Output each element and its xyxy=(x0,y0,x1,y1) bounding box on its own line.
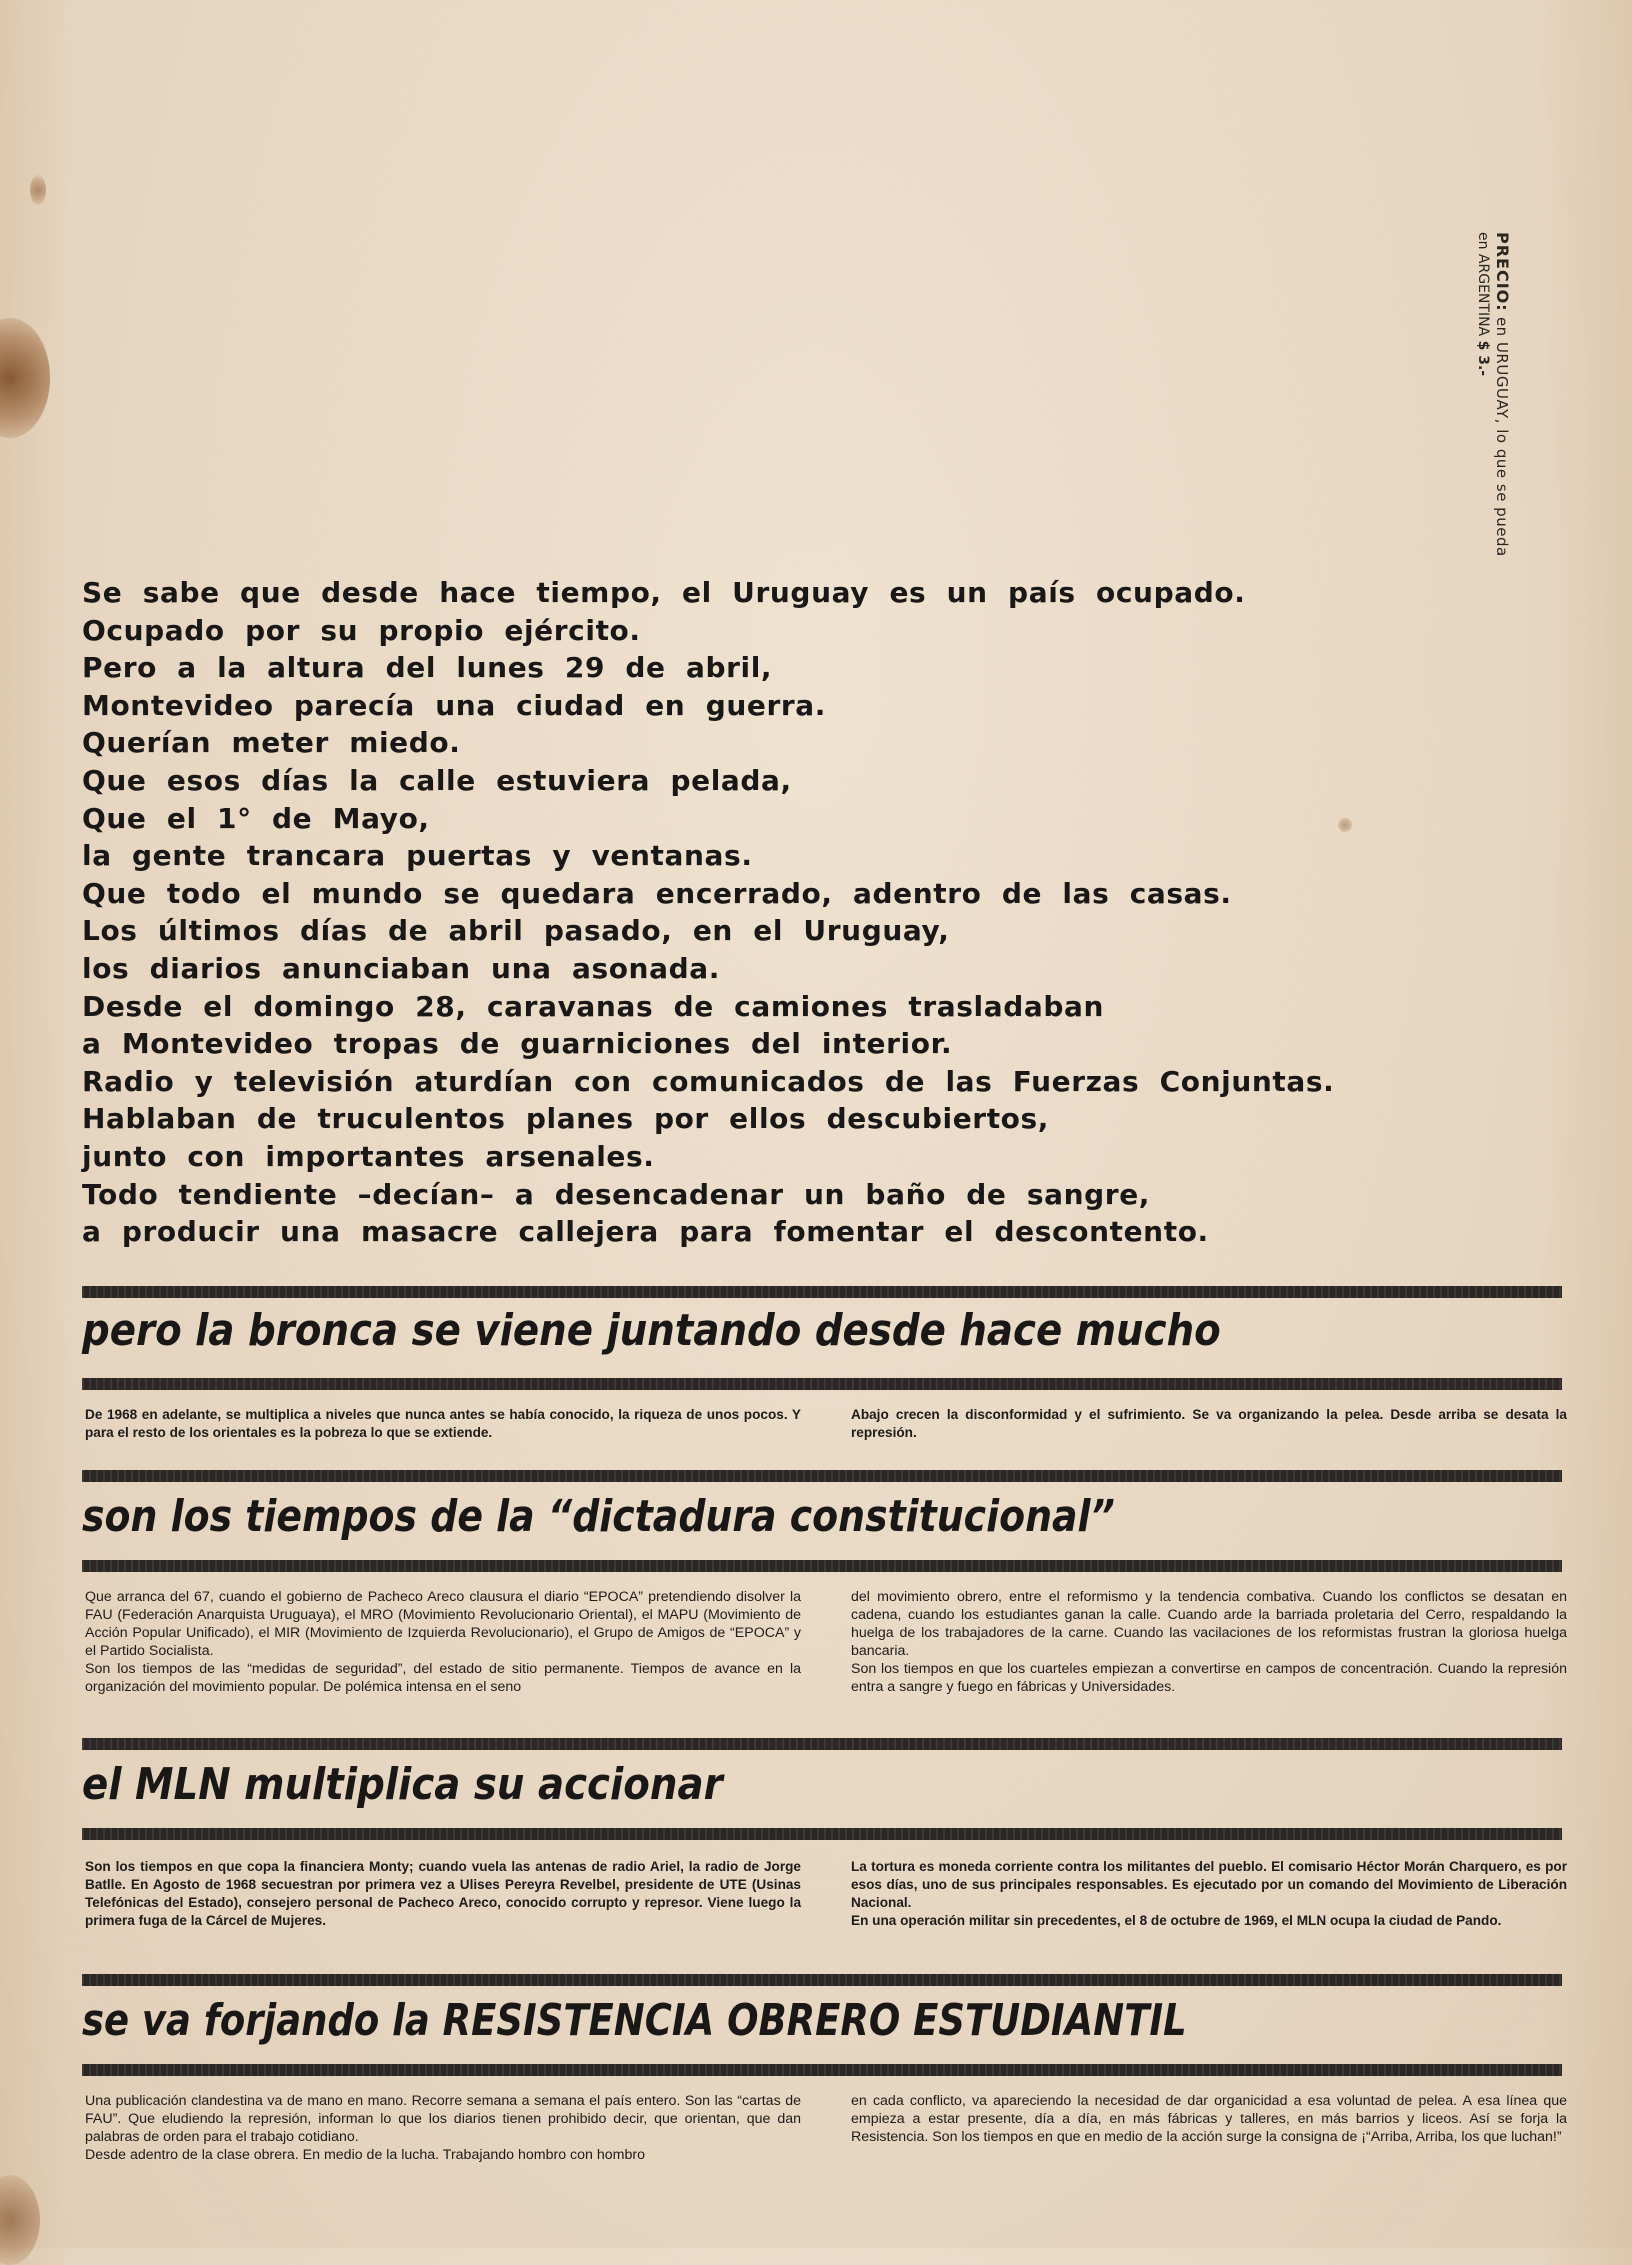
price-uruguay-line xyxy=(1492,232,1512,562)
intro-line: Que todo el mundo se quedara encerrado, adentro de las casas. xyxy=(82,876,1232,910)
section-heading: el MLN multiplica su accionar xyxy=(82,1759,723,1810)
paragraph: Son los tiempos en que los cuarteles empiezan a convertirse en campos de concentración. Cuando la represión entra a sangre y fuego en fábricas y Universidades. xyxy=(851,1661,1567,1695)
intro-line: Desde el domingo 28, caravanas de camiones trasladaban xyxy=(82,989,1105,1023)
section-rule-bottom xyxy=(82,1828,1562,1840)
intro-line: Hablaban de truculentos planes por ellos descubiertos, xyxy=(82,1102,1050,1136)
section-rule-bottom xyxy=(82,2064,1562,2076)
paragraph: La tortura es moneda corriente contra los militantes del pueblo. El comisario Héctor Morán Charquero, es por esos días, uno de sus principales responsables. Es ejecutado por un comando del Movimiento de Liberación Nacional. xyxy=(851,1859,1567,1910)
section-rule-top xyxy=(82,1738,1562,1750)
intro-line: Todo tendiente –decían– a desencadenar un baño de sangre, xyxy=(82,1177,1151,1211)
intro-line: Que esos días la calle estuviera pelada, xyxy=(82,763,792,797)
section-heading: pero la bronca se viene juntando desde hace mucho xyxy=(82,1305,1221,1356)
paragraph: Son los tiempos de las “medidas de seguridad”, del estado de sitio permanente. Tiempos de avance en la organización del movimiento popular. De polémica intensa en el seno xyxy=(85,1661,801,1695)
section-heading: se va forjando la RESISTENCIA OBRERO ESTUDIANTIL xyxy=(82,1995,1187,2046)
paragraph: Abajo crecen la disconformidad y el sufrimiento. Se va organizando la pelea. Desde arriba se desata la represión. xyxy=(851,1407,1567,1440)
intro-line: Se sabe que desde hace tiempo, el Uruguay es un país ocupado. xyxy=(82,576,1246,609)
section-rule-bottom xyxy=(82,1560,1562,1572)
price-uruguay: en URUGUAY, lo que se pueda xyxy=(1493,316,1511,557)
intro-line: Querían meter miedo. xyxy=(82,726,461,760)
intro-line: Radio y televisión aturdían con comunicados de las Fuerzas Conjuntas. xyxy=(82,1064,1335,1098)
paragraph: en cada conflicto, va apareciendo la necesidad de dar organicidad a esa voluntad de pelea. A esa línea que empieza a estar presente, día a día, en más fábricas y talleres, en más barrios y liceos. Así se forja la Resistencia. Son los tiempos en que en medio de la acción surge la consigna de ¡“Arriba, Arriba, los que luchan!” xyxy=(851,2093,1567,2145)
paragraph: De 1968 en adelante, se multiplica a niveles que nunca antes se había conocido, la riqueza de unos pocos. Y para el resto de los orientales es la pobreza lo que se extiende. xyxy=(85,1407,801,1440)
intro-line: Montevideo parecía una ciudad en guerra. xyxy=(82,688,827,722)
section-rule-top xyxy=(82,1286,1562,1298)
paper-stain-bottom xyxy=(0,2175,40,2265)
section-text-left xyxy=(85,1858,801,1930)
intro-line: Ocupado por su propio ejército. xyxy=(82,613,641,647)
section-text-right xyxy=(851,2092,1567,2146)
intro-line: a Montevideo tropas de guarniciones del interior. xyxy=(82,1027,953,1061)
intro-line: Pero a la altura del lunes 29 de abril, xyxy=(82,651,773,685)
section-text-right xyxy=(851,1406,1567,1442)
section-text-left xyxy=(85,1406,801,1442)
intro-line: los diarios anunciaban una asonada. xyxy=(82,951,720,985)
section-text-left xyxy=(85,1588,801,1696)
section-rule-top xyxy=(82,1974,1562,1986)
intro-line: la gente trancara puertas y ventanas. xyxy=(82,839,753,873)
paragraph: En una operación militar sin precedentes, el 8 de octubre de 1969, el MLN ocupa la ciudad de Pando. xyxy=(851,1913,1502,1928)
section-heading: son los tiempos de la “dictadura constitucional” xyxy=(82,1491,1115,1542)
price-argentina-prefix: en ARGENTINA xyxy=(1475,232,1491,337)
paragraph: Que arranca del 67, cuando el gobierno de Pacheco Areco clausura el diario “EPOCA” pretendiendo disolver la FAU (Federación Anarquista Uruguaya), el MRO (Movimiento Revolucionario Oriental), el MAPU (Movimiento de Acción Popular Unificado), el MIR (Movimiento de Izquierda Revolucionario), el Grupo de Amigos de “EPOCA” y el Partido Socialista. xyxy=(85,1589,801,1659)
paragraph: Una publicación clandestina va de mano en mano. Recorre semana a semana el país entero. Son las “cartas de FAU”. Que eludiendo la represión, informan lo que los diarios tienen prohibido decir, que orientan, que dan palabras de orden para el trabajo cotidiano. xyxy=(85,2093,801,2145)
price-label: PRECIO: xyxy=(1493,232,1512,312)
intro-line: Los últimos días de abril pasado, en el Uruguay, xyxy=(82,914,950,948)
intro-line: Que el 1° de Mayo, xyxy=(82,801,430,835)
paper-dot xyxy=(1338,818,1352,832)
section-text-right xyxy=(851,1588,1567,1696)
price-note xyxy=(1452,232,1512,562)
section-text-left xyxy=(85,2092,801,2164)
price-argentina-line xyxy=(1474,232,1492,562)
paragraph: Son los tiempos en que copa la financiera Monty; cuando vuela las antenas de radio Ariel, la radio de Jorge Batlle. En Agosto de 1968 secuestran por primera vez a Ulises Pereyra Revelbel, presidente de UTE (Usinas Telefónicas del Estado), consejero personal de Pacheco Areco, conocido corrupto y represor. Viene luego la primera fuga de la Cárcel de Mujeres. xyxy=(85,1859,801,1928)
intro-line: junto con importantes arsenales. xyxy=(82,1139,655,1173)
price-argentina-value: $ 3.- xyxy=(1475,340,1491,377)
paragraph: Desde adentro de la clase obrera. En medio de la lucha. Trabajando hombro con hombro xyxy=(85,2147,645,2163)
section-text-right xyxy=(851,1858,1567,1930)
paper-stain xyxy=(0,318,50,438)
intro-text xyxy=(82,574,1335,1251)
section-rule-bottom xyxy=(82,1378,1562,1390)
intro-line: a producir una masacre callejera para fomentar el descontento. xyxy=(82,1215,1209,1249)
section-rule-top xyxy=(82,1470,1562,1482)
paper-stain-small xyxy=(30,175,46,205)
paragraph: del movimiento obrero, entre el reformismo y la tendencia combativa. Cuando los conflictos se desatan en cadena, cuando los estudiantes ganan la calle. Cuando arde la barriada proletaria del Cerro, respaldando la huelga de los trabajadores de la carne. Cuando las vacilaciones de los reformistas frustran la gloriosa huelga bancaria. xyxy=(851,1589,1567,1659)
